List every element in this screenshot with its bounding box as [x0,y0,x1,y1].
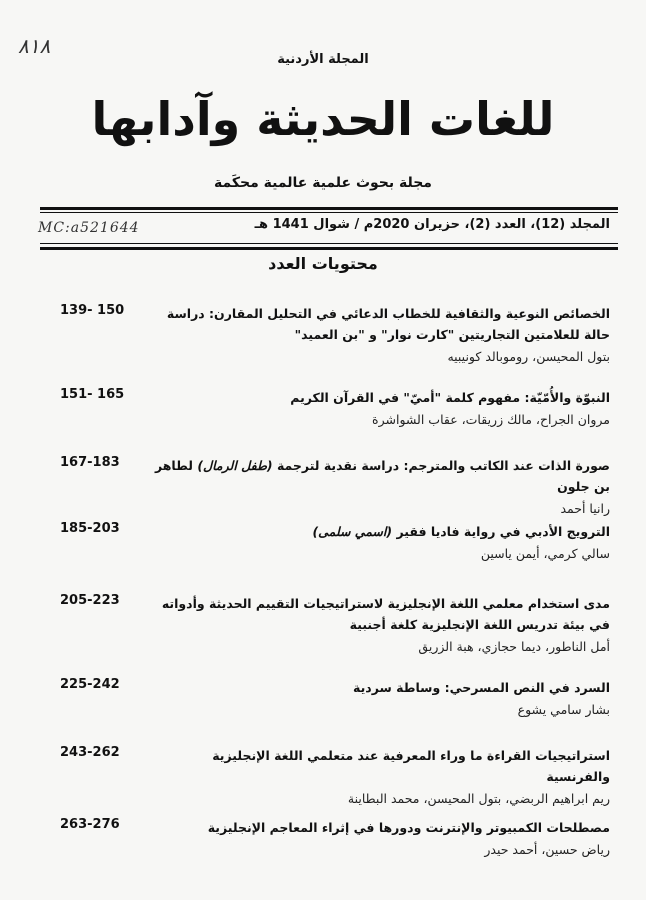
toc-entry[interactable] [40,745,610,809]
toc-authors: مروان الجراح، مالك زريقات، عقاب الشواشرة [372,412,610,427]
toc-page-range: 167-183 [60,455,120,470]
toc-title [150,521,610,542]
toc-title-part: الترويج الأدبي في رواية فاديا فقير [392,524,610,539]
toc-title-italic: (اسمي سلمى) [312,524,393,539]
toc-authors: رياض حسين، أحمد حيدر [484,842,610,857]
toc-page-range: 151- 165 [60,387,125,402]
toc-entry[interactable] [40,677,610,720]
journal-title: للغات الحديثة وآدابها [91,92,555,146]
toc-title: استراتيجيات القراءة ما وراء المعرفية عند متعلمي اللغة الإنجليزية والفرنسية [212,748,610,784]
toc-title-part: لطاهر بن جلون [154,458,610,494]
toc-title: مصطلحات الكمبيوتر والإنترنت ودورها في إثراء المعاجم الإنجليزية [207,820,610,835]
handwritten-page-number: ٨١٨ [18,34,51,58]
divider-thick-top [40,207,618,210]
contents-heading: محتويات العدد [268,254,378,273]
toc-page-range: 185-203 [60,521,120,536]
toc-page-range: 225-242 [60,677,120,692]
divider-thin-bottom [40,243,618,244]
toc-title: السرد في النص المسرحي: وساطة سردية [353,680,610,695]
toc-authors: أمل الناطور، ديما حجازي، هبة الزريق [418,639,610,654]
toc-authors: سالي كرمي، أيمن ياسين [480,546,610,561]
toc-entry[interactable] [40,455,610,519]
toc-entry[interactable] [40,593,610,657]
toc-page-range: 243-262 [60,745,120,760]
toc-authors: رانيا أحمد [560,501,610,516]
divider-thin-top [40,212,618,213]
toc-title: مدى استخدام معلمي اللغة الإنجليزية لاستراتيجيات التقييم الحديثة وأدواته في بيئة تدريس اللغة الإنجليزية كلغة أجنبية [161,596,610,632]
toc-authors: بشار سامي يشوع [517,702,610,717]
toc-entry[interactable] [40,817,610,860]
toc-page-range: 205-223 [60,593,120,608]
toc-title: النبوّة والأُمّيّة: مفهوم كلمة "أميّ" في القرآن الكريم [290,390,610,405]
toc-page-range: 263-276 [60,817,120,832]
journal-label: المجلة الأردنية [277,52,369,67]
toc-page-range: 139- 150 [60,303,125,318]
toc-authors: ريم ابراهيم الربضي، بتول المحيسن، محمد البطاينة [347,791,610,806]
journal-subtitle: مجلة بحوث علمية عالمية محكَمة [214,175,432,191]
toc-authors: بتول المحيسن، روموبالد كونيبيه [447,349,610,364]
toc-entry[interactable] [40,387,610,430]
toc-entry[interactable] [40,521,610,564]
issue-info: المجلد (12)، العدد (2)، حزيران 2020م / شوال 1441 هـ [254,217,610,232]
toc-entry[interactable] [40,303,610,367]
toc-title-part: صورة الذات عند الكاتب والمترجم: دراسة نقدية لترجمة [272,458,610,473]
toc-title [150,455,610,497]
divider-thick-bottom [40,247,618,250]
toc-title-italic: (طفل الرمال) [197,458,273,473]
handwritten-code: MC:a521644 [38,220,140,236]
toc-title: الخصائص النوعية والثقافية للخطاب الدعائي في التحليل المقارن: دراسة حالة للعلامتين التجاريتين "كارت نوار" و "بن العميد" [166,306,610,342]
